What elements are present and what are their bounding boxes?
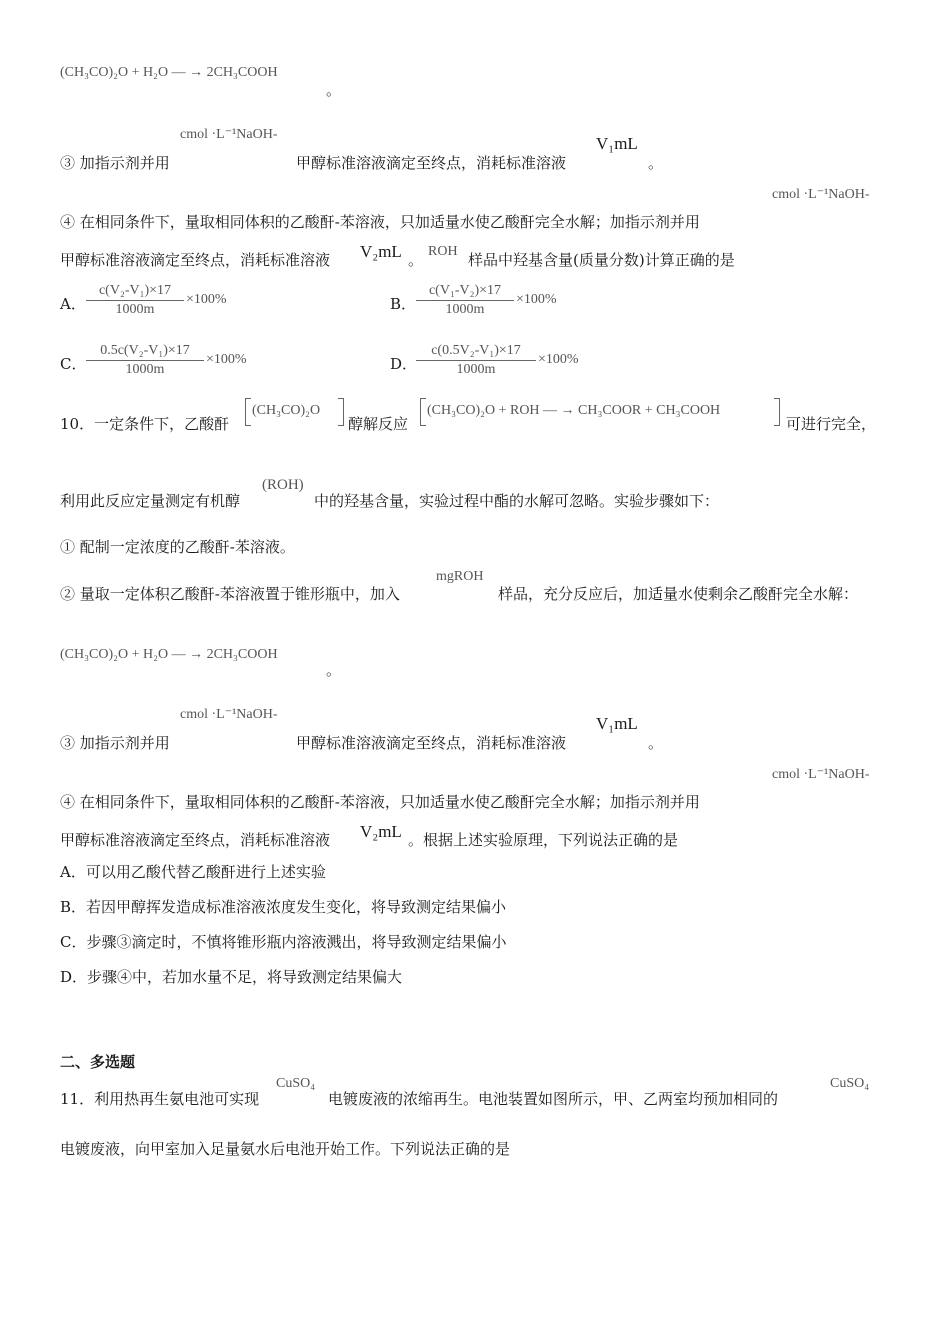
numerator: c(0.5V₂-V₁)×17 [416,342,536,361]
q10-option-b: B．若因甲醇挥发造成标准溶液浓度发生变化，将导致测定结果偏小 [60,898,507,916]
q10-alcoholysis: 醇解反应 [348,415,409,433]
volume-v2: V₂mL [360,242,402,261]
step4-line2: 甲醇标准溶液滴定至终点，消耗标准溶液 [60,251,331,269]
period: 。 [648,734,664,752]
period: 。 [648,154,664,172]
right-bracket [774,398,780,426]
sample-mass: mgROH [436,569,484,584]
section-title: 二、多选题 [60,1053,136,1071]
percent: ×100% [206,352,247,367]
naoh-concentration: cmol ·L⁻¹NaOH- [772,187,870,202]
option-a-label: A． [60,295,86,313]
alcoholysis-equation: (CH₃CO)₂O + ROH –– → CH₃COOR + CH₃COOH [427,403,721,418]
q10-step1: ① 配制一定浓度的乙酸酐-苯溶液。 [60,538,295,556]
q10-intro: 10．一定条件下，乙酸酐 [60,415,230,433]
equation-hydrolysis: (CH₃CO)₂O + H₂O –– → 2CH₃COOH [60,647,278,662]
q11-line1: 11．利用热再生氨电池可实现 [60,1090,260,1108]
q11-line2: 电镀废液，向甲室加入足量氨水后电池开始工作。下列说法正确的是 [60,1140,511,1158]
left-bracket [245,398,251,426]
q10-line2: 利用此反应定量测定有机醇 [60,492,241,510]
acetic-anhydride-formula: (CH₃CO)₂O [252,403,321,418]
cuso4-formula: CuSO₄ [276,1076,316,1091]
option-b-fraction [416,282,514,319]
q10-step2: ② 量取一定体积乙酸酐-苯溶液置于锥形瓶中，加入 [60,585,400,603]
naoh-concentration: cmol ·L⁻¹NaOH- [180,707,278,722]
numerator: c(V₂-V₁)×17 [86,282,184,301]
q10-step4-tail: 。根据上述实验原理，下列说法正确的是 [408,831,679,849]
numerator: 0.5c(V₂-V₁)×17 [86,342,204,361]
percent: ×100% [516,292,557,307]
option-d-label: D． [390,355,418,373]
period: 。 [326,81,342,99]
q10-line2-tail: 中的羟基含量，实验过程中酯的水解可忽略。实验步骤如下： [314,492,720,510]
roh-label: ROH [428,244,458,259]
equation-hydrolysis: (CH₃CO)₂O + H₂O –– → 2CH₃COOH [60,65,278,80]
q10-option-a: A．可以用乙酸代替乙酸酐进行上述实验 [60,863,326,881]
step3-prefix: ③ 加指示剂并用 [60,154,170,172]
q10-step3-prefix: ③ 加指示剂并用 [60,734,170,752]
denominator: 1000m [445,302,485,317]
naoh-concentration: cmol ·L⁻¹NaOH- [772,767,870,782]
volume-v1: V₁mL [596,134,638,153]
left-bracket [420,398,426,426]
option-c-label: C． [60,355,87,373]
denominator: 1000m [115,302,155,317]
denominator: 1000m [456,362,496,377]
option-b-label: B． [390,295,417,313]
percent: ×100% [186,292,227,307]
volume-v2: V₂mL [360,822,402,841]
naoh-concentration: cmol ·L⁻¹NaOH- [180,127,278,142]
step4-tail: 样品中羟基含量(质量分数)计算正确的是 [468,251,735,269]
q10-step3-text: 甲醇标准溶液滴定至终点，消耗标准溶液 [296,734,567,752]
step3-text: 甲醇标准溶液滴定至终点，消耗标准溶液 [296,154,567,172]
option-d-fraction [416,342,536,379]
q10-step4-line2: 甲醇标准溶液滴定至终点，消耗标准溶液 [60,831,331,849]
denominator: 1000m [125,362,165,377]
q10-option-d: D．步骤④中，若加水量不足，将导致测定结果偏大 [60,968,403,986]
period: 。 [326,661,342,679]
option-a-fraction [86,282,184,319]
option-c-fraction [86,342,204,379]
right-bracket [338,398,344,426]
numerator: c(V₁-V₂)×17 [416,282,514,301]
period: 。 [408,251,424,269]
volume-v1: V₁mL [596,714,638,733]
q10-intro-tail: 可进行完全， [786,415,877,433]
q10-step2-tail: 样品，充分反应后，加适量水使剩余乙酸酐完全水解： [498,585,859,603]
q11-line1-tail: 电镀废液的浓缩再生。电池装置如图所示，甲、乙两室均预加相同的 [328,1090,779,1108]
step4-line1: ④ 在相同条件下，量取相同体积的乙酸酐-苯溶液，只加适量水使乙酸酐完全水解；加指示剂并用 [60,213,700,231]
percent: ×100% [538,352,579,367]
cuso4-formula: CuSO₄ [830,1076,870,1091]
q10-step4-line1: ④ 在相同条件下，量取相同体积的乙酸酐-苯溶液，只加适量水使乙酸酐完全水解；加指示剂并用 [60,793,700,811]
q10-option-c: C．步骤③滴定时，不慎将锥形瓶内溶液溅出，将导致测定结果偏小 [60,933,507,951]
roh-formula: (ROH) [262,477,304,493]
